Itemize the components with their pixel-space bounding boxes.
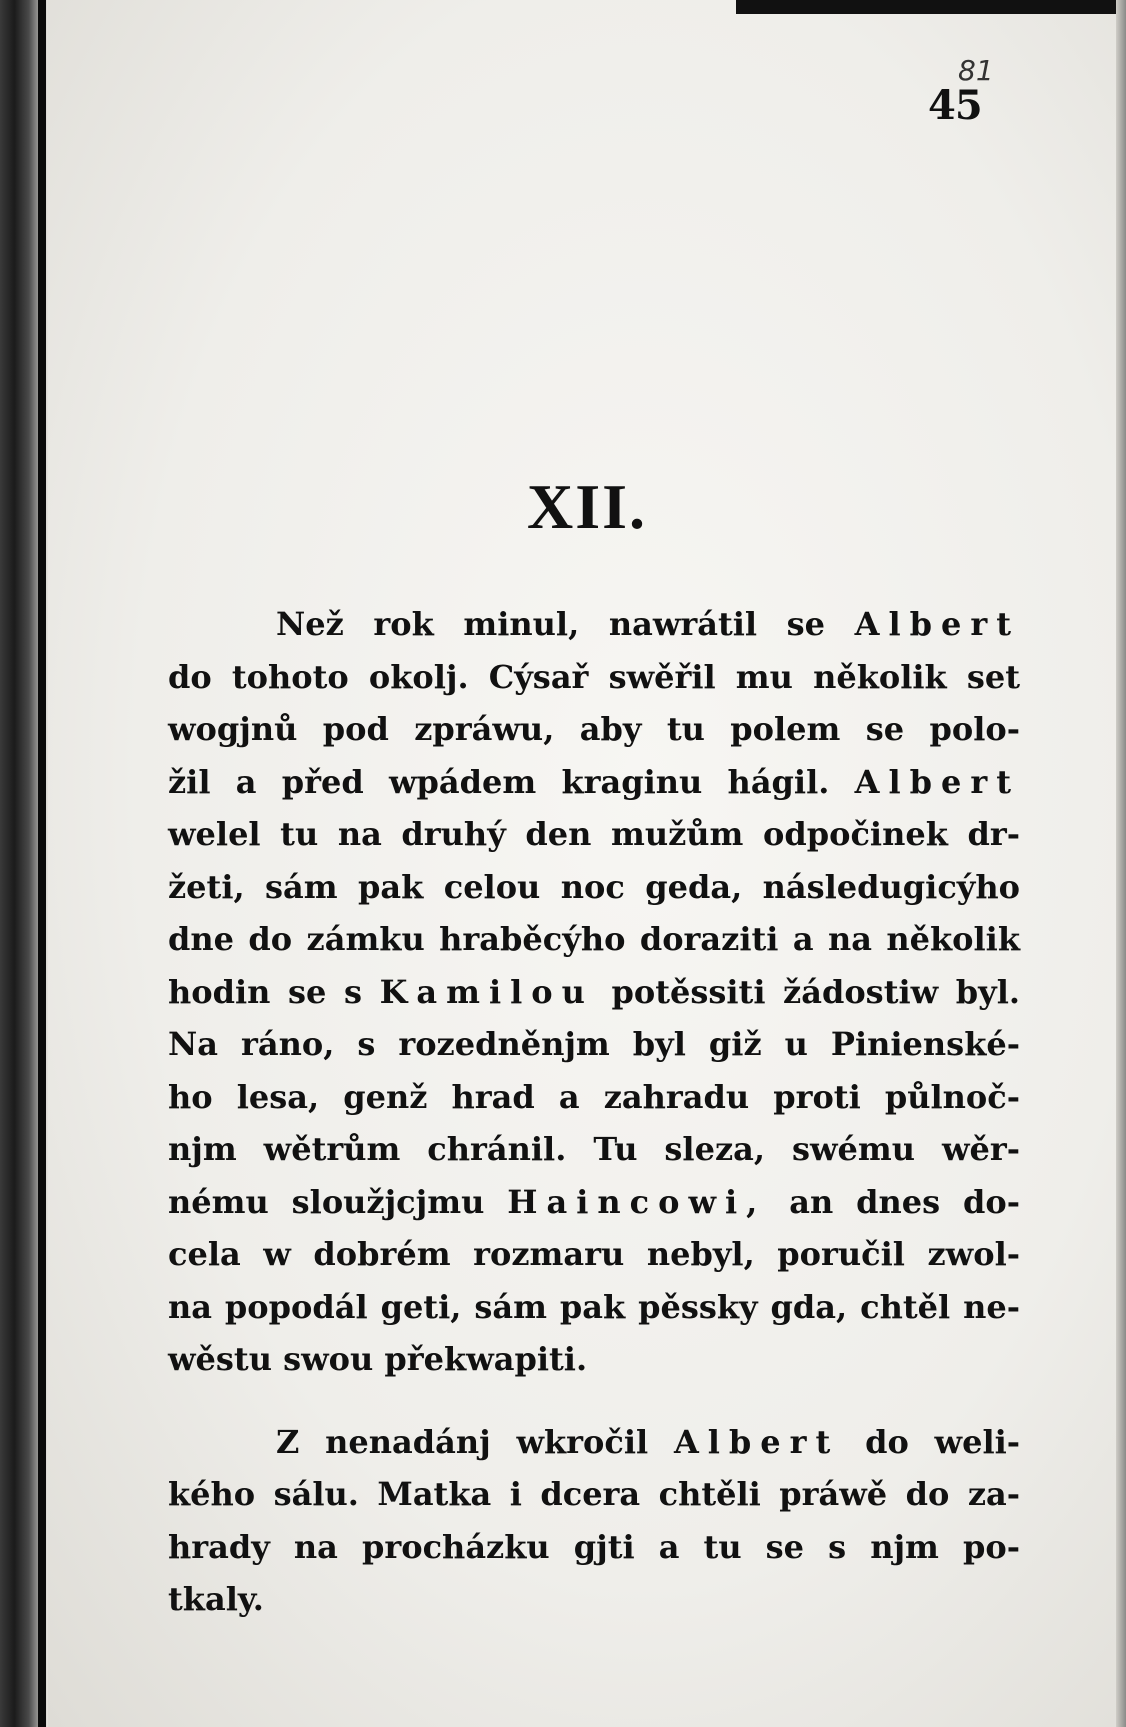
text-line: žil a před wpádem kraginu hágil. Albert <box>168 762 1021 801</box>
scan-border-right <box>1116 0 1126 1727</box>
text-line: cela w dobrém rozmaru nebyl, poručil zwol- <box>168 1235 1020 1273</box>
text-line: dne do zámku hraběcýho doraziti a na několik <box>168 920 1020 958</box>
body-text <box>168 598 1020 1626</box>
text-line: Než rok minul, nawrátil se Albert <box>276 605 1021 643</box>
paragraph-1 <box>168 598 1020 1386</box>
name-hainc: Haincowi, <box>507 1182 767 1221</box>
text-line: wogjnů pod zpráwu, aby tu polem se polo- <box>168 710 1020 748</box>
name-albert: Albert <box>673 1422 840 1461</box>
text-line: do tohoto okolj. Cýsař swěřil mu několik set <box>168 657 1020 696</box>
page-number: 45 <box>928 82 982 129</box>
text-line: Na ráno, s rozedněnjm byl giž u Pinienské- <box>168 1025 1020 1063</box>
text-line: welel tu na druhý den mužům odpočinek dr- <box>168 815 1020 853</box>
binding-shadow <box>38 0 46 1727</box>
text-line: hodin se s Kamilou potěssiti žádostiw byl. <box>168 972 1021 1011</box>
text-line: nému sloužjcjmu Haincowi, an dnes do- <box>168 1182 1020 1221</box>
chapter-title: XII. <box>526 471 648 542</box>
text-line: ho lesa, genž hrad a zahradu proti půlnoč- <box>168 1077 1020 1116</box>
book-page <box>48 0 1126 1727</box>
text-line: Z nenadánj wkročil Albert do weli- <box>276 1422 1021 1461</box>
scan-border-top <box>736 0 1126 14</box>
text-line: na popodál geti, sám pak pěssky gda, chtěl ne- <box>168 1287 1020 1326</box>
book-binding-edge <box>0 0 48 1727</box>
text-line: žeti, sám pak celou noc geda, následugicýho <box>168 867 1020 906</box>
paragraph-2 <box>168 1416 1020 1626</box>
name-albert: Albert <box>854 762 1021 801</box>
name-kamila: Kamilou <box>379 972 594 1011</box>
text-line: wěstu swou překwapiti. <box>168 1340 588 1378</box>
pencil-annotation: 81 <box>958 54 994 87</box>
text-line: tkaly. <box>168 1580 264 1618</box>
text-line: njm wětrům chránil. Tu sleza, swému wěr- <box>168 1130 1020 1168</box>
text-line: kého sálu. Matka i dcera chtěli práwě do za- <box>168 1475 1020 1513</box>
text-line: hrady na procházku gjti a tu se s njm po- <box>168 1527 1020 1566</box>
name-albert: Albert <box>854 605 1021 643</box>
